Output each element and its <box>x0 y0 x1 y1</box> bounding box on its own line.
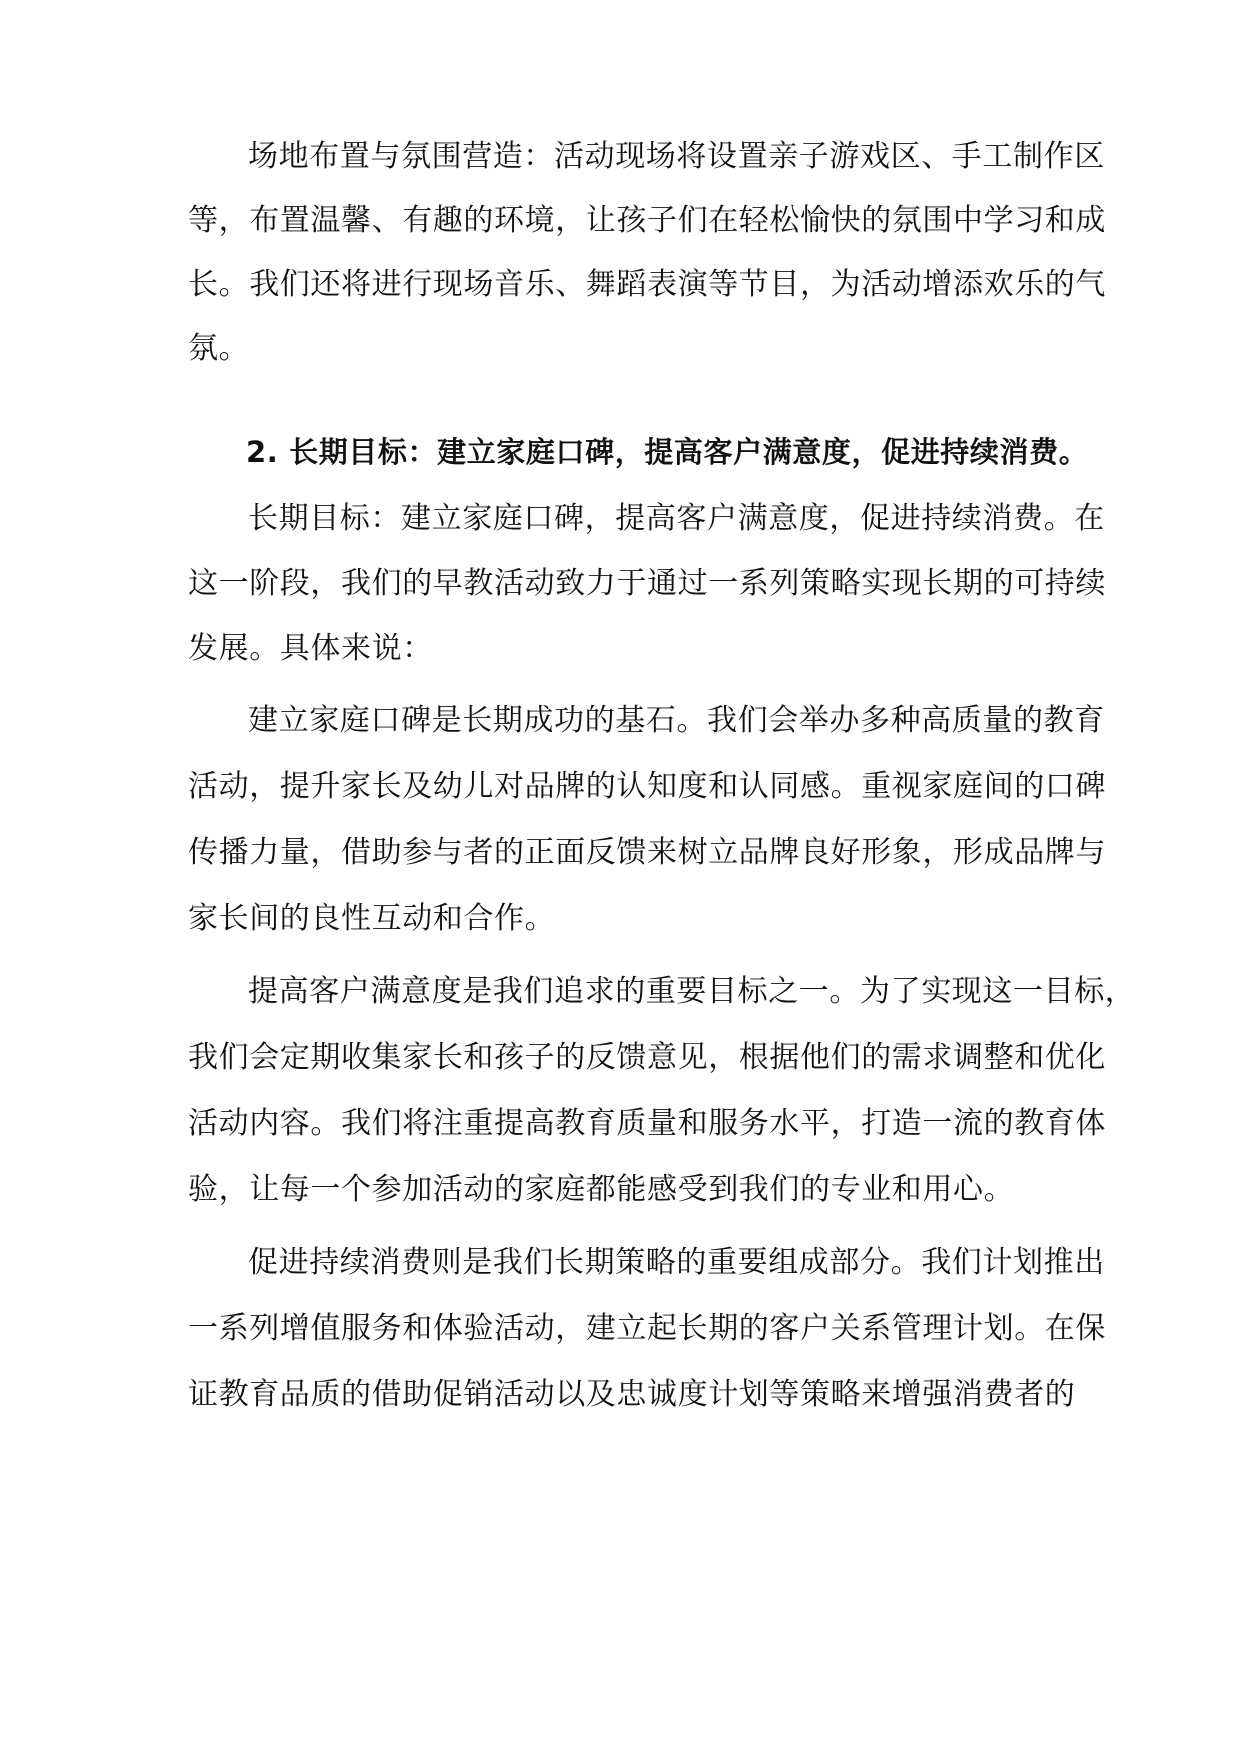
paragraph-line: 氛。 <box>188 331 250 366</box>
paragraph-line: 我们会定期收集家长和孩子的反馈意见，根据他们的需求调整和优化 <box>188 1040 1106 1075</box>
paragraph-line: 等，布置温馨、有趣的环境，让孩子们在轻松愉快的氛围中学习和成 <box>188 203 1106 238</box>
paragraph-line: 场地布置与氛围营造：活动现场将设置亲子游戏区、手工制作区 <box>248 139 1105 174</box>
paragraph-line: 验，让每一个参加活动的家庭都能感受到我们的专业和用心。 <box>188 1172 1015 1207</box>
paragraph-line: 提高客户满意度是我们追求的重要目标之一。为了实现这一目标， <box>248 974 1136 1009</box>
paragraph-line: 证教育品质的借助促销活动以及忠诚度计划等策略来增强消费者的 <box>188 1377 1076 1412</box>
paragraph-line: 一系列增值服务和体验活动，建立起长期的客户关系管理计划。在保 <box>188 1311 1106 1346</box>
paragraph-line: 建立家庭口碑是长期成功的基石。我们会举办多种高质量的教育 <box>248 703 1105 738</box>
paragraph-line: 传播力量，借助参与者的正面反馈来树立品牌良好形象，形成品牌与 <box>188 835 1106 870</box>
paragraph-line: 活动内容。我们将注重提高教育质量和服务水平，打造一流的教育体 <box>188 1106 1106 1141</box>
paragraph-line: 长。我们还将进行现场音乐、舞蹈表演等节目，为活动增添欢乐的气 <box>188 267 1106 302</box>
paragraph-line: 家长间的良性互动和合作。 <box>188 901 556 936</box>
paragraph-line: 促进持续消费则是我们长期策略的重要组成部分。我们计划推出 <box>248 1245 1105 1280</box>
paragraph-line: 发展。具体来说： <box>188 631 433 666</box>
paragraph-line: 长期目标：建立家庭口碑，提高客户满意度，促进持续消费。在 <box>248 501 1105 536</box>
section-heading: 2. 长期目标：建立家庭口碑，提高客户满意度，促进持续消费。 <box>246 435 1089 469</box>
paragraph-line: 活动，提升家长及幼儿对品牌的认知度和认同感。重视家庭间的口碑 <box>188 769 1106 804</box>
paragraph-line: 这一阶段，我们的早教活动致力于通过一系列策略实现长期的可持续 <box>188 566 1106 601</box>
